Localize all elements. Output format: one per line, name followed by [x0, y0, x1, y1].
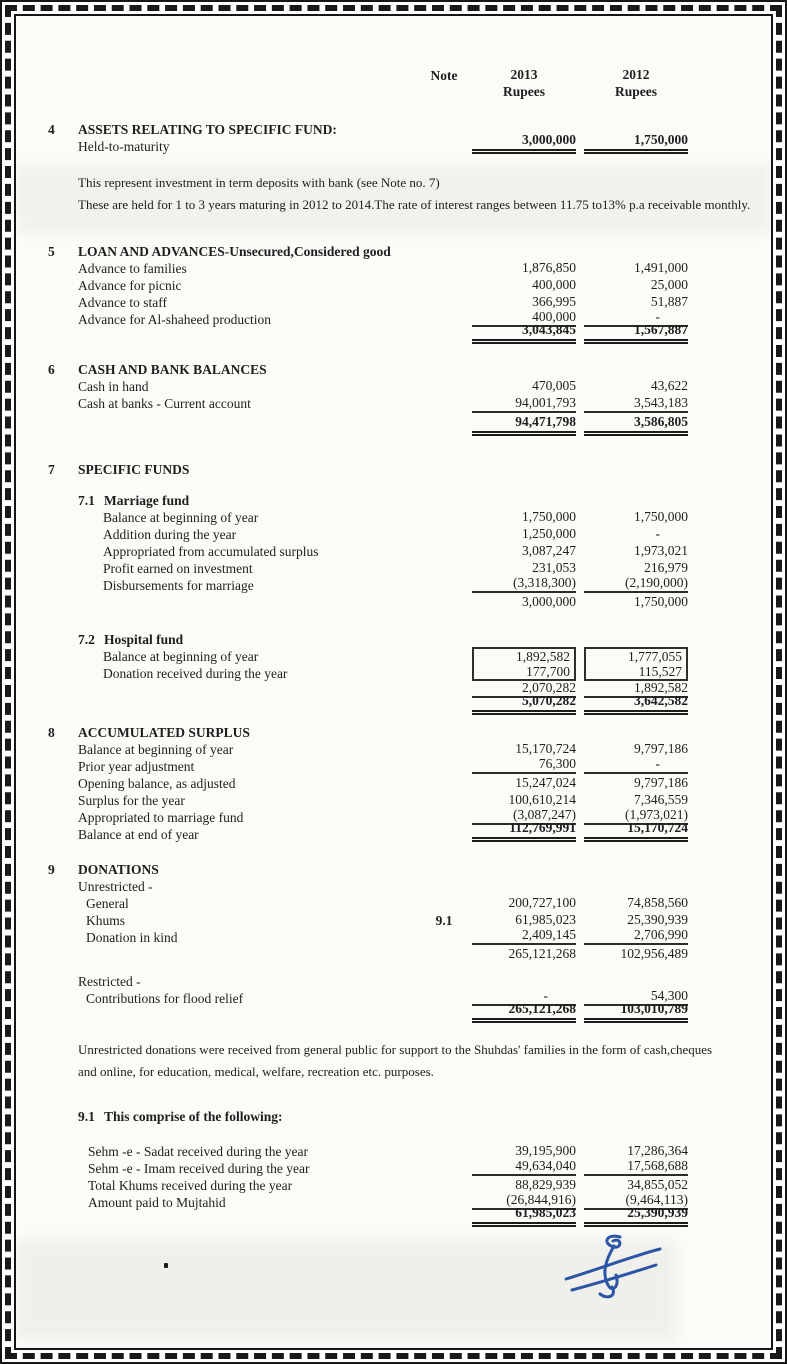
line-item-row [48, 911, 688, 928]
row-label-cell [48, 462, 416, 477]
header-unit-2013: Rupees [502, 84, 545, 99]
line-item-row [48, 542, 688, 559]
spacer [16, 715, 771, 723]
row-label-cell [48, 493, 416, 508]
row-label: Contributions for flood relief [86, 991, 244, 1006]
header-note-label: Note [430, 68, 458, 83]
amount-2013-cell: (26,844,916) [472, 1192, 576, 1210]
row-number: 6 [48, 362, 55, 377]
amount-2013-cell [472, 1123, 576, 1124]
amount-row [48, 1001, 688, 1023]
amount-2013-cell: 15,170,724 [515, 741, 576, 756]
amount-2012-cell: (1,973,021) [584, 807, 688, 825]
header-year-2013: 2013 [510, 67, 538, 82]
line-item-row [48, 877, 688, 894]
row-label-cell [48, 649, 416, 664]
row-number: 9.1 [78, 1109, 95, 1124]
amount-2013-cell: 470,005 [532, 378, 576, 393]
amount-2012-cell: 216,979 [644, 560, 688, 575]
amount-2013-cell: 3,000,000 [522, 594, 576, 609]
amount-2012-cell: 115,527 [584, 664, 688, 681]
signature-strokes [566, 1236, 660, 1297]
row-label: Amount paid to Mujtahid [88, 1195, 226, 1210]
row-label-cell [48, 742, 416, 757]
paper [14, 14, 773, 1350]
row-label: Appropriated to marriage fund [78, 810, 244, 825]
amount-2012-cell: 34,855,052 [627, 1177, 688, 1192]
amount-2013-cell: 76,300 [472, 756, 576, 774]
line-item-row [48, 576, 688, 593]
amount-2012-cell: 1,750,000 [634, 594, 688, 609]
amount-2013-cell: 112,769,991 [472, 820, 576, 842]
amount-row [48, 322, 688, 344]
row-label: Khums [86, 913, 126, 928]
amount-2013-cell: 366,995 [532, 294, 576, 309]
row-label: Balance at beginning of year [103, 510, 259, 525]
amount-2012-cell: - [655, 526, 660, 541]
amount-2013-cell: - [472, 988, 576, 1006]
row-label: Balance at beginning of year [103, 649, 259, 664]
amount-2012-cell: - [584, 756, 688, 774]
amount-2012-cell: 15,170,724 [584, 820, 688, 842]
row-label-cell [48, 261, 416, 276]
amount-2012-cell: (9,464,113) [584, 1192, 688, 1210]
amount-2012-cell: 3,543,183 [634, 395, 688, 410]
amount-2012-cell: 25,000 [650, 277, 688, 292]
row-label: General [86, 896, 129, 911]
row-label-cell [48, 632, 416, 647]
row-label-cell [48, 244, 416, 259]
amount-2013-cell: 61,985,023 [472, 1205, 576, 1227]
row-label: Unrestricted - [78, 879, 153, 894]
line-item-row [48, 740, 688, 757]
section-row [48, 630, 688, 647]
section-row [48, 242, 688, 259]
amount-2012-cell: 1,750,000 [584, 132, 688, 154]
section-row [48, 1107, 688, 1124]
row-label: Marriage fund [104, 493, 190, 508]
row-label: Prior year adjustment [78, 759, 195, 774]
row-label: ACCUMULATED SURPLUS [78, 725, 250, 740]
amount-2013-cell [472, 258, 576, 259]
amount-2013-cell: 231,053 [532, 560, 576, 575]
row-label-cell [48, 544, 416, 559]
row-label: Advance for Al-shaheed production [78, 312, 272, 327]
section-row [48, 723, 688, 740]
row-label: Appropriated from accumulated surplus [103, 544, 319, 559]
amount-2012-cell [584, 739, 688, 740]
spacer [16, 1083, 771, 1107]
row-number: 7.1 [78, 493, 95, 508]
amount-2012-cell [584, 507, 688, 508]
amount-2012-cell: 7,346,559 [634, 792, 688, 807]
amount-2012-cell: (2,190,000) [584, 575, 688, 593]
signature [556, 1229, 672, 1311]
amount-2012-cell: 1,777,055 [584, 647, 688, 664]
amount-2013-cell: 2,070,282 [472, 680, 576, 698]
line-item-row [48, 508, 688, 525]
amount-2013-cell: 88,829,939 [515, 1177, 576, 1192]
spacer [16, 436, 771, 460]
row-label: This comprise of the following: [104, 1109, 283, 1124]
row-label: ASSETS RELATING TO SPECIFIC FUND: [78, 122, 337, 137]
amount-2013-cell: 3,087,247 [522, 543, 576, 558]
line-item-row [48, 647, 688, 664]
line-item-row [48, 1142, 688, 1159]
amount-2013-cell: (3,087,247) [472, 807, 576, 825]
amount-2012-cell: 25,390,939 [627, 912, 688, 927]
amount-2013-cell: (3,318,300) [472, 575, 576, 593]
amount-2012-cell: 17,286,364 [627, 1143, 688, 1158]
table-header-row-1 [48, 66, 688, 83]
row-label: SPECIFIC FUNDS [78, 462, 190, 477]
row-label: Cash in hand [78, 379, 149, 394]
row-label-cell [48, 991, 416, 1006]
amount-2012-cell: 3,642,582 [584, 693, 688, 715]
row-label-cell [48, 879, 416, 894]
amount-2013-cell: 177,700 [472, 664, 576, 681]
row-label: Donation in kind [86, 930, 178, 945]
amount-2013-cell [472, 476, 576, 477]
row-label-cell [48, 1109, 416, 1124]
note-paragraph: These are held for 1 to 3 years maturing in 2012 to 2014.The rate of interest ranges between 11.75 to13% p.a receivable monthly. [78, 197, 751, 212]
amount-2012-cell: 3,586,805 [584, 411, 688, 436]
line-item-row [48, 377, 688, 394]
amount-2012-cell [584, 876, 688, 877]
row-label: Advance for picnic [78, 278, 182, 293]
amount-2012-cell: 9,797,186 [634, 775, 688, 790]
row-label-cell [48, 527, 416, 542]
spacer [16, 1023, 771, 1039]
amount-2012-cell: 54,300 [584, 988, 688, 1006]
amount-2012-cell: 1,491,000 [634, 260, 688, 275]
amount-2012-cell [584, 893, 688, 894]
document-content [16, 66, 771, 1316]
spacer [16, 842, 771, 860]
amount-2012-cell: 51,887 [650, 294, 688, 309]
spacer [16, 477, 771, 491]
note-paragraph: This represent investment in term deposits with bank (see Note no. 7) [78, 175, 440, 190]
row-label-cell [48, 379, 416, 394]
note-paragraph: Unrestricted donations were received from general public for support to the Shuhdas' families in the form of cash,cheques [78, 1042, 713, 1057]
line-item-row [48, 791, 688, 808]
row-label: CASH AND BANK BALANCES [78, 362, 267, 377]
amount-2012-cell: 1,750,000 [634, 509, 688, 524]
amount-2013-cell: 15,247,024 [515, 775, 576, 790]
amount-2013-cell: 200,727,100 [508, 895, 576, 910]
row-label: Total Khums received during the year [88, 1178, 293, 1193]
amount-2012-cell: 9,797,186 [634, 741, 688, 756]
amount-2012-cell: 1,567,887 [584, 322, 688, 344]
amount-2012-cell: 25,390,939 [584, 1205, 688, 1227]
line-item-row [48, 525, 688, 542]
row-label: Disbursements for marriage [103, 578, 254, 593]
amount-2012-cell: 102,956,489 [620, 946, 688, 961]
spacer [16, 610, 771, 630]
row-label: Held-to-maturity [78, 139, 170, 154]
row-label-cell [48, 1195, 416, 1210]
amount-2012-cell: 2,706,990 [584, 927, 688, 945]
spacer [16, 1124, 771, 1142]
spacer [16, 154, 771, 172]
line-item-row [48, 928, 688, 945]
row-label-cell [48, 362, 416, 377]
note-ref-cell: 9.1 [435, 913, 453, 928]
row-label: Hospital fund [104, 632, 184, 647]
dashed-border [5, 5, 782, 1359]
row-label-cell [48, 278, 416, 293]
amount-2012-cell: 43,622 [650, 378, 688, 393]
amount-2013-cell: 100,610,214 [508, 792, 576, 807]
section-row [48, 860, 688, 877]
statement-rows [16, 120, 771, 1227]
amount-2012-cell [584, 1123, 688, 1124]
amount-row [48, 593, 688, 610]
amount-2013-cell: 61,985,023 [515, 912, 576, 927]
amount-row [48, 693, 688, 715]
row-label: Opening balance, as adjusted [78, 776, 236, 791]
row-label-cell [48, 578, 416, 593]
row-label: Donation received during the year [103, 666, 288, 681]
row-label: Advance to staff [78, 295, 167, 310]
row-label-cell [48, 1161, 416, 1176]
row-label-cell [48, 793, 416, 808]
amount-2013-cell: 1,892,582 [472, 647, 576, 664]
row-label-cell [48, 510, 416, 525]
amount-2012-cell: 17,568,688 [584, 1158, 688, 1176]
amount-2013-cell: 1,750,000 [522, 509, 576, 524]
row-label-cell [48, 1144, 416, 1159]
row-number: 4 [48, 122, 55, 137]
row-number: 7.2 [78, 632, 95, 647]
line-item-row [48, 276, 688, 293]
amount-2012-cell [584, 376, 688, 377]
row-label-cell [48, 396, 416, 411]
row-label: DONATIONS [78, 862, 159, 877]
amount-2013-cell [472, 893, 576, 894]
section-row [48, 460, 688, 477]
row-label-cell [48, 139, 416, 154]
line-item-row [48, 972, 688, 989]
amount-2012-cell: 74,858,560 [627, 895, 688, 910]
line-item-row [48, 774, 688, 791]
amount-2012-cell: 1,973,021 [634, 543, 688, 558]
row-label-cell [48, 776, 416, 791]
amount-2012-cell [584, 258, 688, 259]
header-unit-2012: Rupees [614, 84, 657, 99]
amount-2013-cell: 3,043,845 [472, 322, 576, 344]
amount-2013-cell: 94,471,798 [472, 411, 576, 436]
line-item-row [48, 394, 688, 411]
line-item-row [48, 132, 688, 154]
note-paragraph: and online, for education, medical, welfare, recreation etc. purposes. [78, 1064, 434, 1079]
line-item-row [48, 1159, 688, 1176]
amount-2013-cell: 49,634,040 [472, 1158, 576, 1176]
row-label-cell [48, 561, 416, 576]
amount-2013-cell [472, 507, 576, 508]
row-label-cell [48, 122, 416, 137]
section-row [48, 491, 688, 508]
row-label-cell [48, 666, 416, 681]
amount-2012-cell: 1,892,582 [584, 680, 688, 698]
spacer [16, 344, 771, 360]
amount-2013-cell: 5,070,282 [472, 693, 576, 715]
amount-2013-cell: 1,250,000 [522, 526, 576, 541]
row-label: Sehm -e - Imam received during the year [88, 1161, 310, 1176]
amount-2013-cell: 265,121,268 [508, 946, 576, 961]
row-label: Cash at banks - Current account [78, 396, 251, 411]
line-item-row [48, 820, 688, 842]
line-item-row [48, 559, 688, 576]
row-label: LOAN AND ADVANCES-Unsecured,Considered good [78, 244, 391, 259]
amount-2013-cell: 3,000,000 [472, 132, 576, 154]
row-label-cell [48, 295, 416, 310]
amount-row [48, 414, 688, 436]
amount-2013-cell: 400,000 [472, 309, 576, 327]
line-item-row [48, 757, 688, 774]
spacer [16, 100, 771, 120]
row-label-cell [48, 1178, 416, 1193]
amount-2012-cell: - [584, 309, 688, 327]
amount-2013-cell: 39,195,900 [515, 1143, 576, 1158]
amount-2013-cell: 1,876,850 [522, 260, 576, 275]
amount-2013-cell [472, 739, 576, 740]
row-label-cell [48, 312, 416, 327]
row-label: Balance at beginning of year [78, 742, 234, 757]
amount-2012-cell: 103,010,789 [584, 1001, 688, 1023]
line-item-row [48, 894, 688, 911]
spacer [16, 216, 771, 242]
spacer [16, 962, 771, 972]
table-header-row-2 [48, 83, 688, 100]
row-label-cell [48, 862, 416, 877]
line-item-row [48, 664, 688, 681]
row-label-cell [48, 930, 416, 945]
row-label-cell [48, 974, 416, 989]
amount-2013-cell: 2,409,145 [472, 927, 576, 945]
amount-row [48, 945, 688, 962]
row-number: 5 [48, 244, 55, 259]
row-label-cell [48, 725, 416, 740]
row-label-cell [48, 913, 416, 928]
row-number: 8 [48, 725, 55, 740]
amount-2013-cell: 94,001,793 [515, 395, 576, 410]
amount-2012-cell [584, 476, 688, 477]
line-item-row [48, 293, 688, 310]
row-label: Profit earned on investment [103, 561, 253, 576]
row-label: Sehm -e - Sadat received during the year [88, 1144, 309, 1159]
row-label-cell [48, 810, 416, 825]
amount-2013-cell: 400,000 [532, 277, 576, 292]
row-label: Addition during the year [103, 527, 237, 542]
row-label: Advance to families [78, 261, 187, 276]
amount-2013-cell: 265,121,268 [472, 1001, 576, 1023]
row-label-cell [48, 896, 416, 911]
section-row [48, 360, 688, 377]
header-year-2012: 2012 [622, 67, 650, 82]
ink-dot [164, 1263, 168, 1268]
row-number: 7 [48, 462, 55, 477]
amount-row [48, 1205, 688, 1227]
row-label: Surplus for the year [78, 793, 185, 808]
row-label-cell [48, 759, 416, 774]
amount-2013-cell [472, 376, 576, 377]
row-number: 9 [48, 862, 55, 877]
line-item-row [48, 1176, 688, 1193]
row-label-cell [48, 827, 416, 842]
row-label: Restricted - [78, 974, 141, 989]
line-item-row [48, 259, 688, 276]
amount-2013-cell [472, 876, 576, 877]
row-label: Balance at end of year [78, 827, 199, 842]
